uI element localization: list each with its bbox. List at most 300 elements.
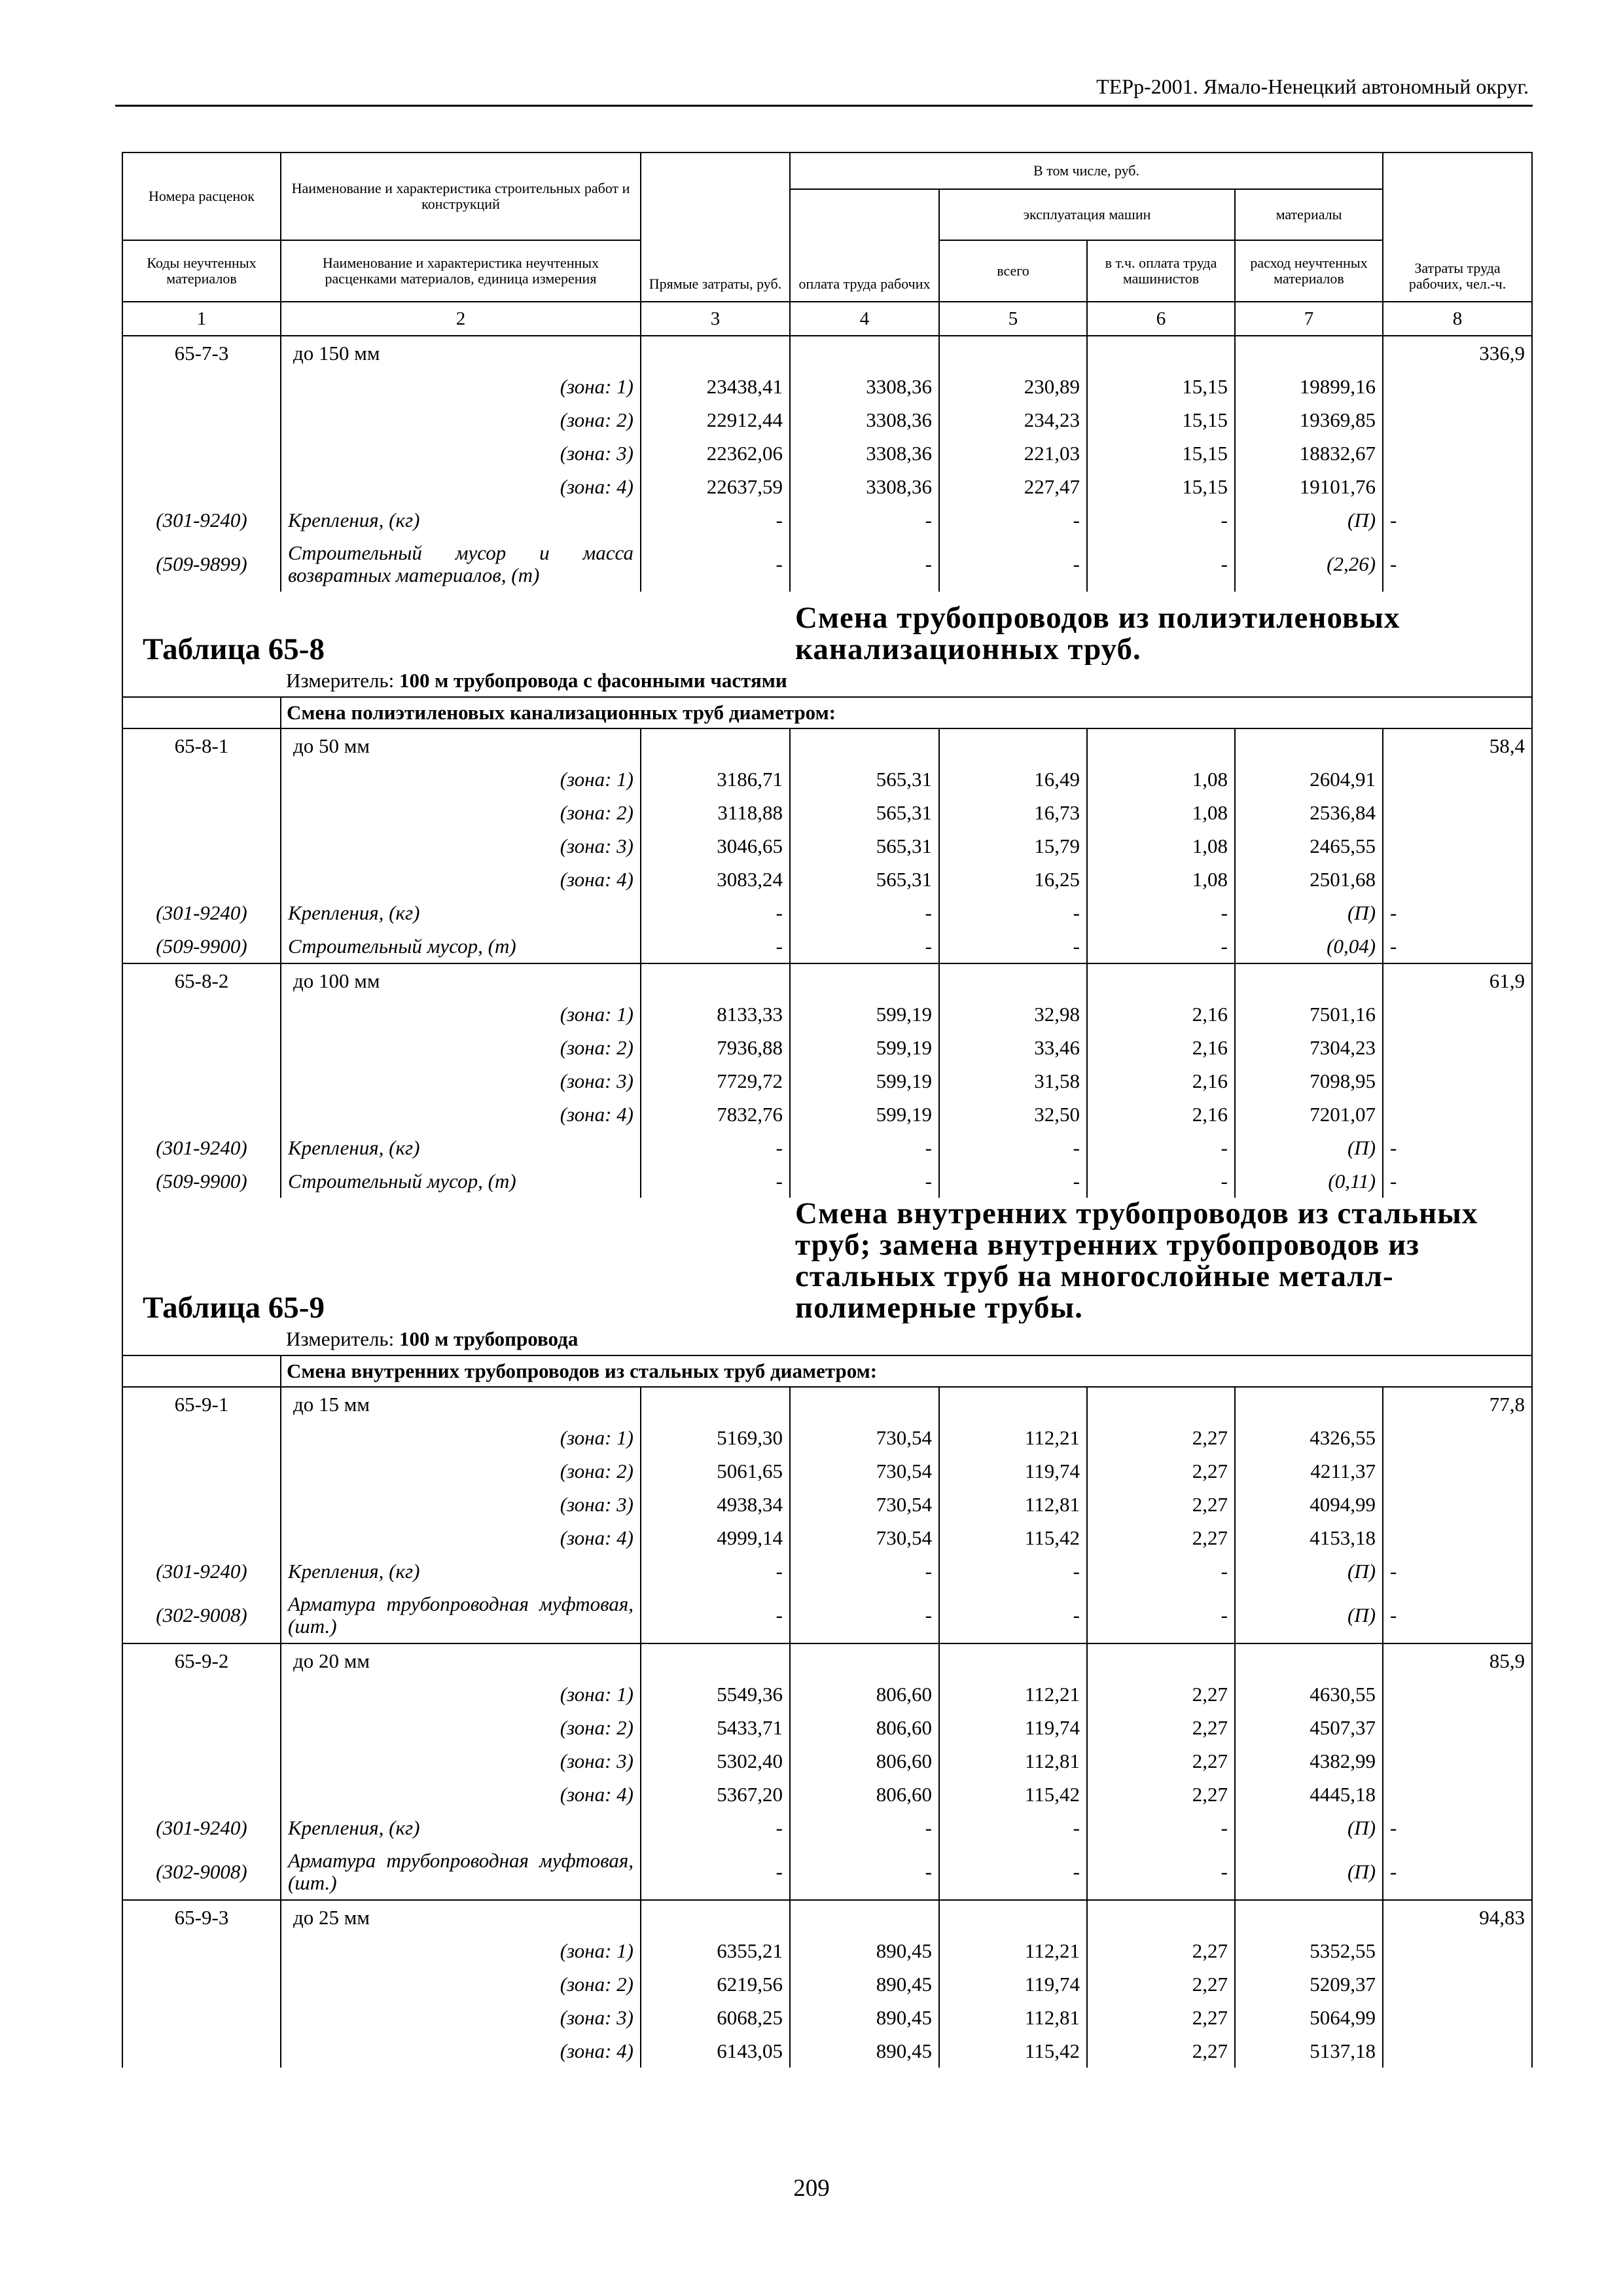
rate-name: до 150 мм xyxy=(281,336,641,370)
material-amount: (2,26) xyxy=(1235,537,1383,592)
zone-value: 2,16 xyxy=(1087,1031,1235,1064)
zone-value: 3308,36 xyxy=(790,437,939,470)
measure-spacer xyxy=(122,1323,281,1355)
zone-label: (зона: 3) xyxy=(281,1064,641,1098)
zone-value: 7729,72 xyxy=(641,1064,790,1098)
empty-cell xyxy=(122,437,281,470)
section-row xyxy=(122,1355,1532,1387)
zone-value: 19101,76 xyxy=(1235,470,1383,503)
zone-value: 5137,18 xyxy=(1235,2034,1383,2068)
empty-cell xyxy=(122,1031,281,1064)
zone-value: 19369,85 xyxy=(1235,403,1383,437)
empty-cell xyxy=(1383,470,1532,503)
zone-value: 22362,06 xyxy=(641,437,790,470)
zone-value: 4326,55 xyxy=(1235,1421,1383,1454)
zone-value: 16,73 xyxy=(939,796,1087,829)
zone-value: 119,74 xyxy=(939,1454,1087,1488)
material-name: Крепления, (кг) xyxy=(281,503,641,537)
zone-value: 15,15 xyxy=(1087,470,1235,503)
zone-value: 4938,34 xyxy=(641,1488,790,1521)
dash-value: - xyxy=(939,1131,1087,1164)
table-row xyxy=(122,537,1532,592)
zone-value: 112,21 xyxy=(939,1677,1087,1711)
empty-cell xyxy=(122,796,281,829)
zone-value: 33,46 xyxy=(939,1031,1087,1064)
dash-value: - xyxy=(939,537,1087,592)
zone-label: (зона: 2) xyxy=(281,1711,641,1744)
table-row xyxy=(122,1967,1532,2001)
dash-value: - xyxy=(1087,537,1235,592)
empty-cell xyxy=(1383,997,1532,1031)
zone-value: 5209,37 xyxy=(1235,1967,1383,2001)
zone-value: 2,27 xyxy=(1087,1967,1235,2001)
empty-cell xyxy=(790,963,939,997)
empty-cell xyxy=(1087,1643,1235,1677)
empty-cell xyxy=(122,1778,281,1811)
empty-cell xyxy=(122,762,281,796)
labor-cost: 85,9 xyxy=(1383,1643,1532,1677)
zone-label: (зона: 4) xyxy=(281,1521,641,1554)
zone-value: 4630,55 xyxy=(1235,1677,1383,1711)
empty-cell xyxy=(122,2001,281,2034)
dash-value: - xyxy=(641,929,790,963)
zone-label: (зона: 2) xyxy=(281,1454,641,1488)
material-name: Арматура трубопроводная муфтовая, (шт.) xyxy=(281,1588,641,1643)
table-title-row xyxy=(122,592,1532,665)
material-name: Крепления, (кг) xyxy=(281,1811,641,1844)
empty-cell xyxy=(122,1098,281,1131)
zone-value: 2,27 xyxy=(1087,1744,1235,1778)
zone-value: 16,49 xyxy=(939,762,1087,796)
table-row xyxy=(122,336,1532,370)
table-title-row xyxy=(122,1198,1532,1323)
dash-value: - xyxy=(1383,896,1532,929)
table-row xyxy=(122,1934,1532,1967)
zone-value: 599,19 xyxy=(790,1031,939,1064)
header-rule xyxy=(115,105,1533,107)
zone-value: 16,25 xyxy=(939,863,1087,896)
empty-cell xyxy=(1383,370,1532,403)
table-row xyxy=(122,1521,1532,1554)
table-row xyxy=(122,1454,1532,1488)
zone-value: 230,89 xyxy=(939,370,1087,403)
zone-label: (зона: 1) xyxy=(281,997,641,1031)
empty-cell xyxy=(1383,1031,1532,1064)
zone-label: (зона: 4) xyxy=(281,1778,641,1811)
zone-value: 2,16 xyxy=(1087,1064,1235,1098)
empty-cell xyxy=(1383,1098,1532,1131)
rate-name: до 15 мм xyxy=(281,1387,641,1421)
empty-cell xyxy=(790,1643,939,1677)
zone-value: 806,60 xyxy=(790,1677,939,1711)
dash-value: - xyxy=(641,896,790,929)
rate-name: до 25 мм xyxy=(281,1900,641,1934)
empty-cell xyxy=(122,470,281,503)
empty-cell xyxy=(1383,762,1532,796)
zone-value: 730,54 xyxy=(790,1488,939,1521)
dash-value: - xyxy=(641,537,790,592)
zone-value: 15,15 xyxy=(1087,370,1235,403)
table-row xyxy=(122,1488,1532,1521)
dash-value: - xyxy=(1087,1131,1235,1164)
zone-value: 119,74 xyxy=(939,1967,1087,2001)
zone-value: 22912,44 xyxy=(641,403,790,437)
empty-cell xyxy=(1235,336,1383,370)
zone-value: 3046,65 xyxy=(641,829,790,863)
empty-cell xyxy=(1087,1387,1235,1421)
section-title: Смена внутренних трубопроводов из стальных труб диаметром: xyxy=(281,1355,1532,1387)
table-row xyxy=(122,503,1532,537)
table-row xyxy=(122,863,1532,896)
empty-cell xyxy=(790,1900,939,1934)
zone-value: 890,45 xyxy=(790,1934,939,1967)
zone-value: 15,15 xyxy=(1087,403,1235,437)
dash-value: - xyxy=(939,1844,1087,1900)
zone-label: (зона: 3) xyxy=(281,1488,641,1521)
col-number: 3 xyxy=(641,302,790,336)
dash-value: - xyxy=(1087,896,1235,929)
empty-cell xyxy=(1235,963,1383,997)
col1-header-bottom: Коды неучтенных материалов xyxy=(122,240,281,302)
table-row xyxy=(122,370,1532,403)
rate-code: 65-9-1 xyxy=(122,1387,281,1421)
table-row xyxy=(122,1554,1532,1588)
empty-cell xyxy=(939,1643,1087,1677)
zone-value: 4382,99 xyxy=(1235,1744,1383,1778)
material-name: Строительный мусор и масса возвратных материалов, (т) xyxy=(281,537,641,592)
zone-value: 221,03 xyxy=(939,437,1087,470)
empty-cell xyxy=(1383,1934,1532,1967)
empty-cell xyxy=(122,1934,281,1967)
empty-cell xyxy=(122,1521,281,1554)
rate-code: 65-8-1 xyxy=(122,728,281,762)
empty-cell xyxy=(1383,1711,1532,1744)
zone-value: 7304,23 xyxy=(1235,1031,1383,1064)
col8-header: Затраты труда рабочих, чел.-ч. xyxy=(1383,152,1532,302)
empty-cell xyxy=(122,997,281,1031)
table-row xyxy=(122,1131,1532,1164)
zone-value: 565,31 xyxy=(790,863,939,896)
measure-label: Измеритель: xyxy=(286,669,395,692)
dash-value: - xyxy=(790,929,939,963)
dash-value: - xyxy=(641,1554,790,1588)
table-row xyxy=(122,470,1532,503)
table-row xyxy=(122,1588,1532,1643)
zone-label: (зона: 4) xyxy=(281,1098,641,1131)
table-row xyxy=(122,1421,1532,1454)
zone-value: 2501,68 xyxy=(1235,863,1383,896)
material-amount: (П) xyxy=(1235,1811,1383,1844)
zone-value: 2,16 xyxy=(1087,1098,1235,1131)
zone-value: 15,15 xyxy=(1087,437,1235,470)
zone-label: (зона: 3) xyxy=(281,829,641,863)
zone-label: (зона: 3) xyxy=(281,2001,641,2034)
empty-cell xyxy=(122,1421,281,1454)
zone-value: 3308,36 xyxy=(790,470,939,503)
col4-header: оплата труда рабочих xyxy=(790,189,939,302)
zone-value: 119,74 xyxy=(939,1711,1087,1744)
empty-cell xyxy=(1383,1744,1532,1778)
zone-value: 234,23 xyxy=(939,403,1087,437)
zone-value: 5302,40 xyxy=(641,1744,790,1778)
dash-value: - xyxy=(641,1588,790,1643)
empty-cell xyxy=(1235,1643,1383,1677)
table-row xyxy=(122,896,1532,929)
zone-value: 565,31 xyxy=(790,762,939,796)
empty-cell xyxy=(1383,1488,1532,1521)
empty-cell xyxy=(1235,728,1383,762)
dash-value: - xyxy=(790,1588,939,1643)
table-row xyxy=(122,1064,1532,1098)
dash-value: - xyxy=(641,503,790,537)
zone-value: 3083,24 xyxy=(641,863,790,896)
zone-value: 2,27 xyxy=(1087,1454,1235,1488)
empty-cell xyxy=(122,403,281,437)
dash-value: - xyxy=(641,1131,790,1164)
dash-value: - xyxy=(641,1164,790,1198)
empty-cell xyxy=(641,1900,790,1934)
zone-label: (зона: 4) xyxy=(281,2034,641,2068)
zone-value: 5064,99 xyxy=(1235,2001,1383,2034)
zone-label: (зона: 1) xyxy=(281,370,641,403)
empty-cell xyxy=(1383,829,1532,863)
empty-cell xyxy=(939,1387,1087,1421)
materials-header: материалы xyxy=(1235,189,1383,240)
zone-value: 8133,33 xyxy=(641,997,790,1031)
zone-value: 2536,84 xyxy=(1235,796,1383,829)
zone-label: (зона: 4) xyxy=(281,470,641,503)
empty-cell xyxy=(1383,403,1532,437)
dash-value: - xyxy=(939,929,1087,963)
zone-value: 2,27 xyxy=(1087,1778,1235,1811)
dash-value: - xyxy=(790,896,939,929)
material-amount: (0,04) xyxy=(1235,929,1383,963)
empty-cell xyxy=(122,1967,281,2001)
zone-value: 112,81 xyxy=(939,1744,1087,1778)
zone-value: 806,60 xyxy=(790,1744,939,1778)
dash-value: - xyxy=(939,1588,1087,1643)
zone-value: 806,60 xyxy=(790,1778,939,1811)
zone-value: 6143,05 xyxy=(641,2034,790,2068)
zone-label: (зона: 1) xyxy=(281,1421,641,1454)
table-title: Смена внутренних трубопроводов из стальных труб; замена внутренних трубопроводов из стальных труб на многослойные металл-полимерные трубы. xyxy=(790,1198,1532,1323)
empty-cell xyxy=(1383,1421,1532,1454)
empty-cell xyxy=(790,728,939,762)
dash-value: - xyxy=(939,1811,1087,1844)
zone-value: 890,45 xyxy=(790,2034,939,2068)
empty-cell xyxy=(939,728,1087,762)
empty-cell xyxy=(641,963,790,997)
labor-cost: 58,4 xyxy=(1383,728,1532,762)
zone-value: 5367,20 xyxy=(641,1778,790,1811)
zone-value: 730,54 xyxy=(790,1454,939,1488)
material-code: (301-9240) xyxy=(122,896,281,929)
empty-cell xyxy=(122,1488,281,1521)
zone-value: 2,27 xyxy=(1087,1521,1235,1554)
zone-value: 2,27 xyxy=(1087,1677,1235,1711)
empty-cell xyxy=(641,728,790,762)
section-spacer xyxy=(122,697,281,728)
zone-value: 730,54 xyxy=(790,1421,939,1454)
material-amount: (П) xyxy=(1235,896,1383,929)
material-code: (509-9900) xyxy=(122,1164,281,1198)
zone-value: 599,19 xyxy=(790,1098,939,1131)
empty-cell xyxy=(1383,1454,1532,1488)
col-number: 5 xyxy=(939,302,1087,336)
zone-label: (зона: 2) xyxy=(281,1031,641,1064)
zone-value: 5549,36 xyxy=(641,1677,790,1711)
zone-value: 4999,14 xyxy=(641,1521,790,1554)
table-row xyxy=(122,1677,1532,1711)
zone-label: (зона: 2) xyxy=(281,403,641,437)
zone-value: 565,31 xyxy=(790,829,939,863)
empty-cell xyxy=(641,1643,790,1677)
dash-value: - xyxy=(1383,1554,1532,1588)
zone-value: 3308,36 xyxy=(790,370,939,403)
table-row xyxy=(122,829,1532,863)
zone-value: 4211,37 xyxy=(1235,1454,1383,1488)
dash-value: - xyxy=(790,1844,939,1900)
zone-value: 730,54 xyxy=(790,1521,939,1554)
table-row xyxy=(122,1387,1532,1421)
zone-value: 23438,41 xyxy=(641,370,790,403)
zone-label: (зона: 1) xyxy=(281,1677,641,1711)
empty-cell xyxy=(1087,1900,1235,1934)
zone-label: (зона: 4) xyxy=(281,863,641,896)
empty-cell xyxy=(1235,1387,1383,1421)
dash-value: - xyxy=(939,503,1087,537)
material-name: Крепления, (кг) xyxy=(281,896,641,929)
material-code: (509-9900) xyxy=(122,929,281,963)
empty-cell xyxy=(641,336,790,370)
empty-cell xyxy=(1383,1778,1532,1811)
zone-value: 2604,91 xyxy=(1235,762,1383,796)
running-header: ТЕРр-2001. Ямало-Ненецкий автономный округ. xyxy=(1096,75,1529,98)
empty-cell xyxy=(1383,1521,1532,1554)
measure-row xyxy=(122,665,1532,697)
zone-value: 3118,88 xyxy=(641,796,790,829)
zone-value: 2,27 xyxy=(1087,1421,1235,1454)
material-name: Строительный мусор, (т) xyxy=(281,929,641,963)
zone-value: 2,27 xyxy=(1087,2034,1235,2068)
zone-value: 115,42 xyxy=(939,1778,1087,1811)
dash-value: - xyxy=(939,1554,1087,1588)
zone-value: 6068,25 xyxy=(641,2001,790,2034)
material-code: (301-9240) xyxy=(122,1811,281,1844)
measure-value: 100 м трубопровода с фасонными частями xyxy=(399,669,787,692)
zone-value: 3186,71 xyxy=(641,762,790,796)
zone-value: 19899,16 xyxy=(1235,370,1383,403)
table-row xyxy=(122,403,1532,437)
zone-label: (зона: 3) xyxy=(281,1744,641,1778)
empty-cell xyxy=(122,1744,281,1778)
empty-cell xyxy=(1235,1900,1383,1934)
table-row xyxy=(122,1900,1532,1934)
zone-value: 15,79 xyxy=(939,829,1087,863)
empty-cell xyxy=(122,1064,281,1098)
dash-value: - xyxy=(641,1811,790,1844)
dash-value: - xyxy=(790,1131,939,1164)
labor-cost: 94,83 xyxy=(1383,1900,1532,1934)
empty-cell xyxy=(1383,2034,1532,2068)
dash-value: - xyxy=(790,503,939,537)
empty-cell xyxy=(1383,1064,1532,1098)
dash-value: - xyxy=(1383,929,1532,963)
material-code: (302-9008) xyxy=(122,1844,281,1900)
zone-value: 22637,59 xyxy=(641,470,790,503)
material-code: (301-9240) xyxy=(122,503,281,537)
zone-value: 2,27 xyxy=(1087,1711,1235,1744)
material-name: Крепления, (кг) xyxy=(281,1554,641,1588)
zone-value: 7501,16 xyxy=(1235,997,1383,1031)
measure-spacer xyxy=(122,665,281,697)
col1-header-top: Номера расценок xyxy=(122,152,281,240)
zone-value: 4507,37 xyxy=(1235,1711,1383,1744)
dash-value: - xyxy=(1087,503,1235,537)
table-row xyxy=(122,1744,1532,1778)
empty-cell xyxy=(122,863,281,896)
table-row xyxy=(122,437,1532,470)
empty-cell xyxy=(1383,437,1532,470)
zone-value: 2,27 xyxy=(1087,2001,1235,2034)
dash-value: - xyxy=(790,1164,939,1198)
table-row xyxy=(122,997,1532,1031)
material-amount: (П) xyxy=(1235,503,1383,537)
dash-value: - xyxy=(1383,1811,1532,1844)
zone-value: 890,45 xyxy=(790,1967,939,2001)
zone-value: 115,42 xyxy=(939,2034,1087,2068)
dash-value: - xyxy=(1383,503,1532,537)
material-code: (301-9240) xyxy=(122,1554,281,1588)
dash-value: - xyxy=(1087,1811,1235,1844)
table-name: Таблица 65-8 xyxy=(122,592,790,665)
table-row xyxy=(122,728,1532,762)
table-row xyxy=(122,1844,1532,1900)
zone-value: 4153,18 xyxy=(1235,1521,1383,1554)
page-number: 209 xyxy=(793,2175,830,2202)
col-number: 1 xyxy=(122,302,281,336)
empty-cell xyxy=(1383,1677,1532,1711)
zone-value: 599,19 xyxy=(790,997,939,1031)
zone-label: (зона: 1) xyxy=(281,762,641,796)
rates-table xyxy=(122,152,1533,2068)
zone-value: 18832,67 xyxy=(1235,437,1383,470)
dash-value: - xyxy=(1087,1844,1235,1900)
table-row xyxy=(122,1098,1532,1131)
empty-cell xyxy=(1383,863,1532,896)
table-row xyxy=(122,1164,1532,1198)
rate-code: 65-9-3 xyxy=(122,1900,281,1934)
labor-cost: 61,9 xyxy=(1383,963,1532,997)
zone-value: 5433,71 xyxy=(641,1711,790,1744)
dash-value: - xyxy=(1383,1164,1532,1198)
empty-cell xyxy=(790,336,939,370)
zone-value: 7936,88 xyxy=(641,1031,790,1064)
empty-cell xyxy=(1087,336,1235,370)
material-name: Строительный мусор, (т) xyxy=(281,1164,641,1198)
dash-value: - xyxy=(641,1844,790,1900)
material-amount: (П) xyxy=(1235,1844,1383,1900)
zone-value: 2,16 xyxy=(1087,997,1235,1031)
zone-value: 1,08 xyxy=(1087,796,1235,829)
rate-name: до 50 мм xyxy=(281,728,641,762)
table-title: Смена трубопроводов из полиэтиленовых канализационных труб. xyxy=(790,592,1532,665)
empty-cell xyxy=(790,1387,939,1421)
empty-cell xyxy=(122,1677,281,1711)
empty-cell xyxy=(122,2034,281,2068)
zone-value: 112,81 xyxy=(939,1488,1087,1521)
measure-value: 100 м трубопровода xyxy=(399,1327,579,1350)
